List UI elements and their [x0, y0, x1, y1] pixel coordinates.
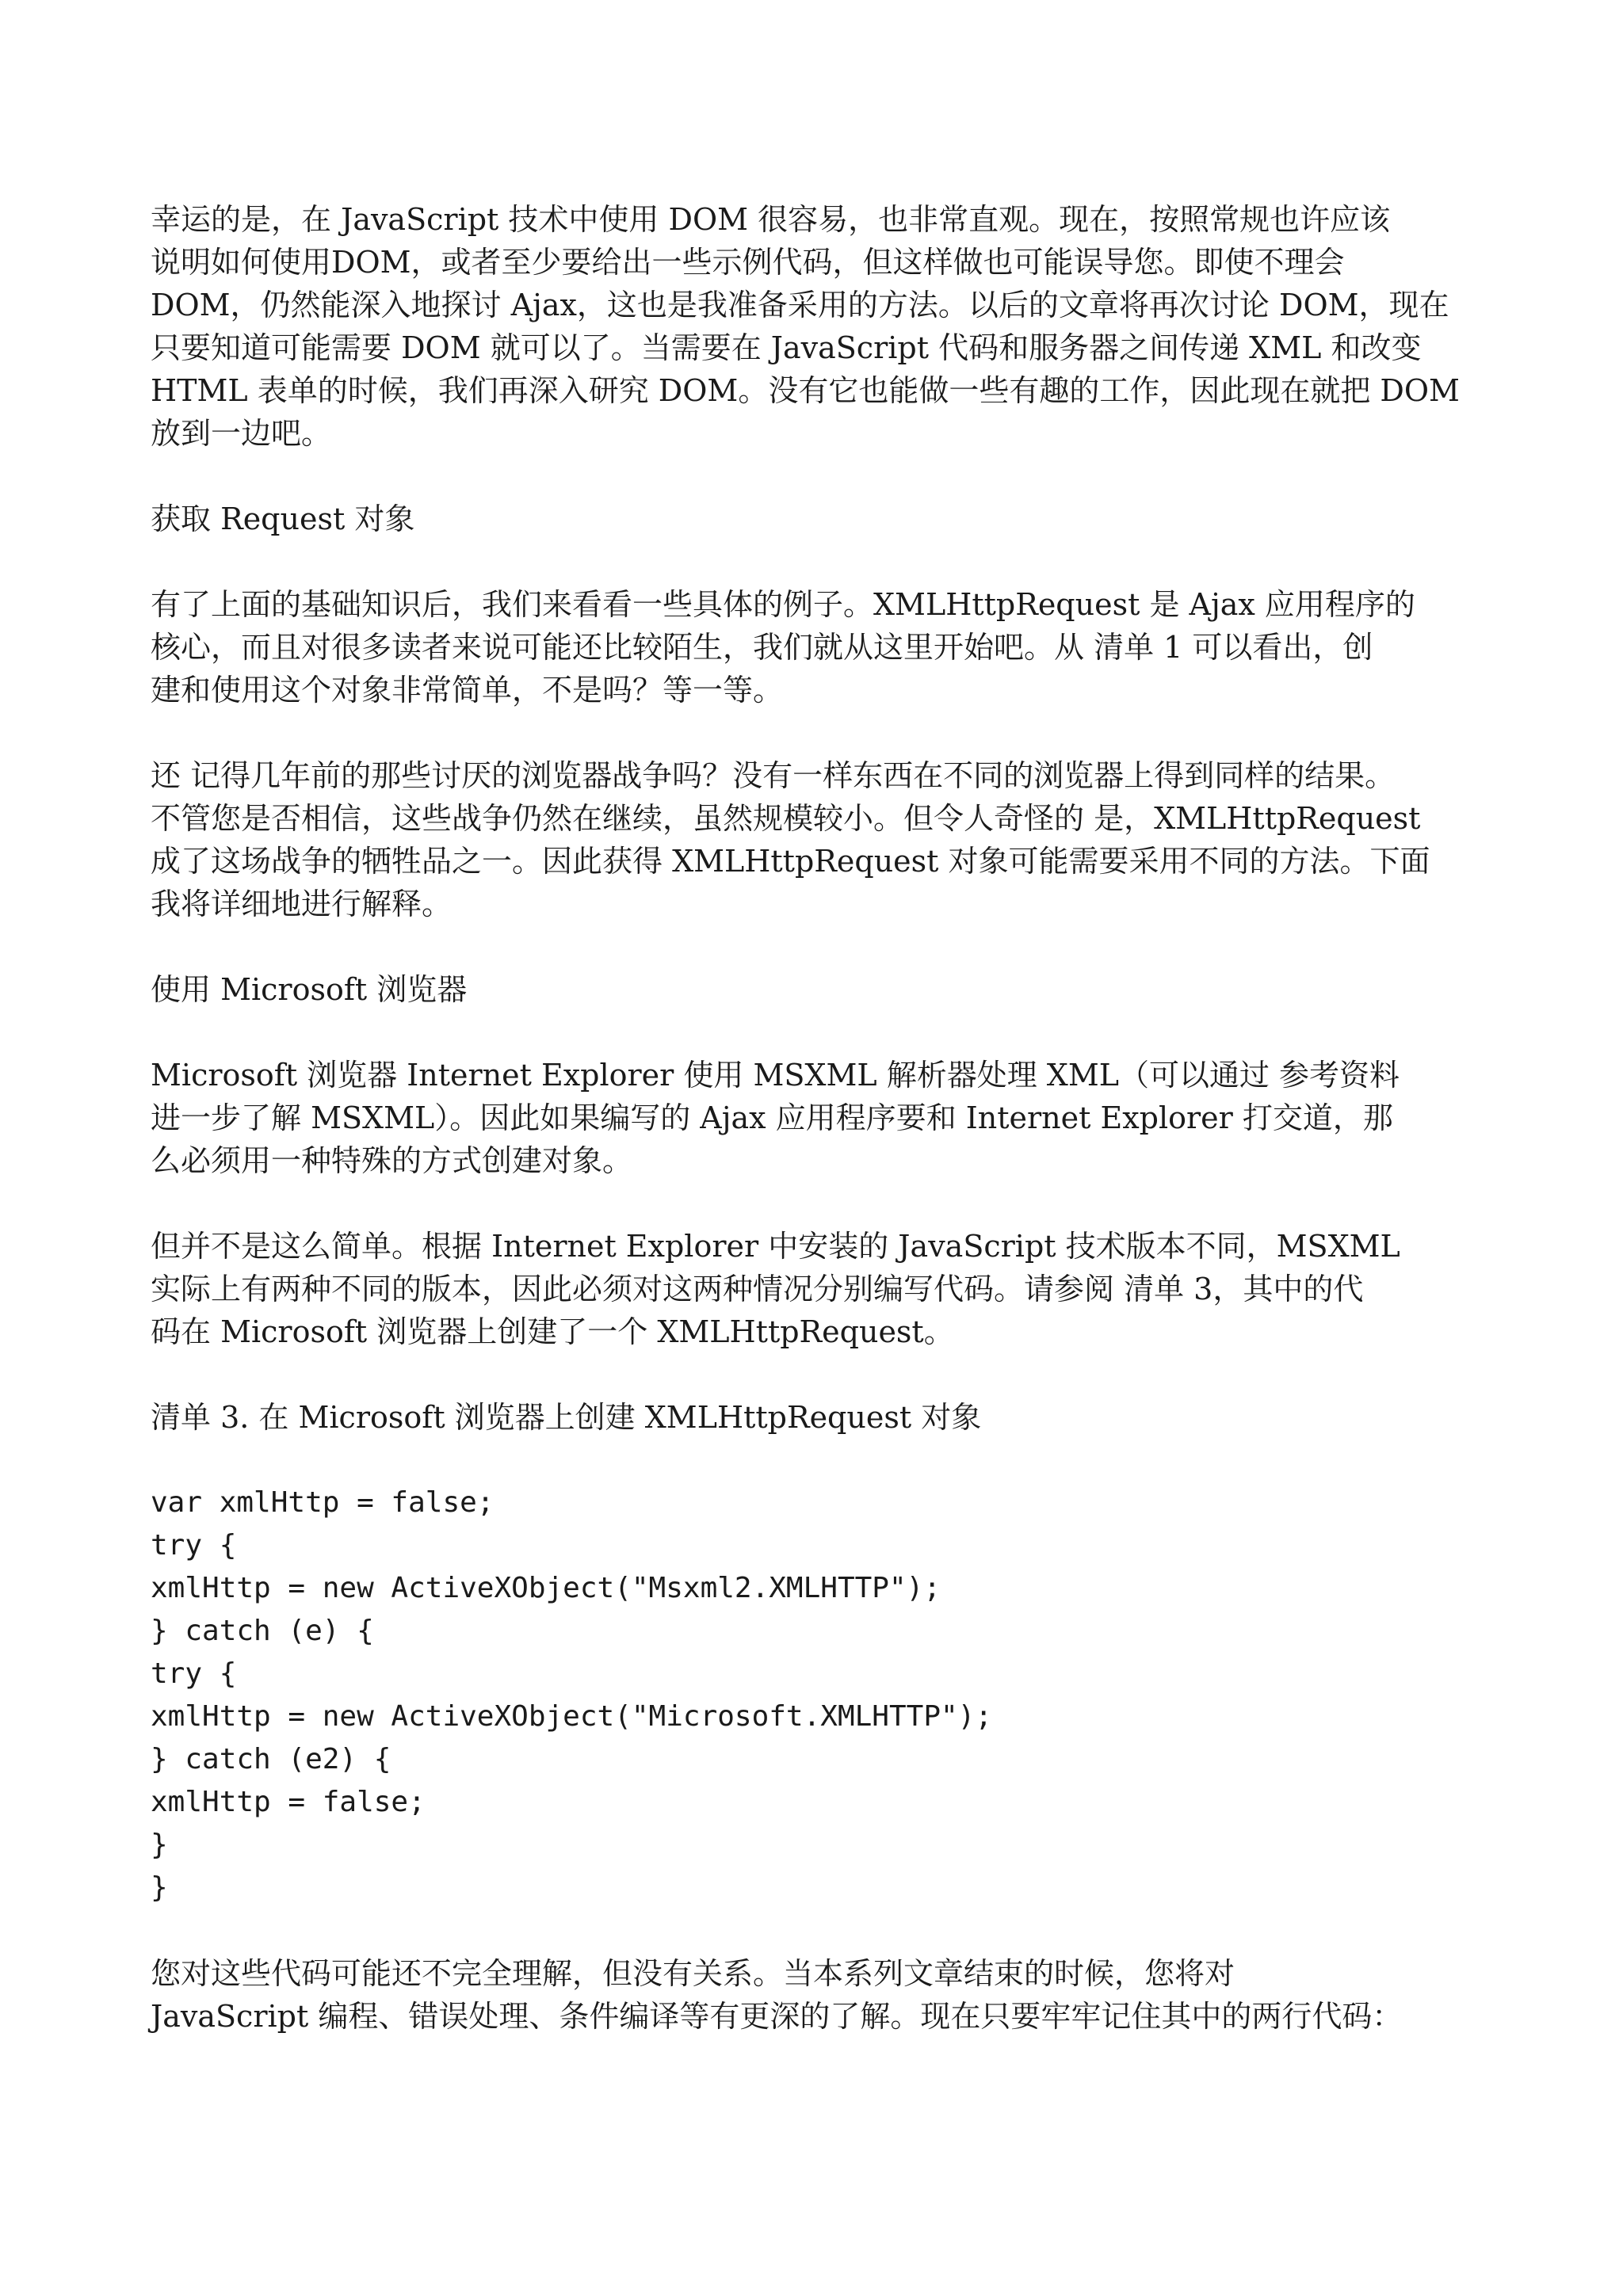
code-line: xmlHttp = new ActiveXObject("Msxml2.XMLHTTP");: [151, 1572, 941, 1604]
code-listing-3: [151, 1482, 1498, 1909]
text-line: Microsoft 浏览器 Internet Explorer 使用 MSXML 解析器处理 XML（可以通过 参考资料: [151, 1058, 1400, 1093]
text-line: 说明如何使用DOM，或者至少要给出一些示例代码，但这样做也可能误导您。即使不理会: [151, 245, 1345, 280]
paragraph-msxml-versions: [151, 1225, 1498, 1353]
document-page: [151, 198, 1498, 2081]
text-line: 您对这些代码可能还不完全理解，但没有关系。当本系列文章结束的时候，您将对: [151, 1956, 1235, 1991]
code-line: } catch (e) {: [151, 1615, 374, 1647]
code-line: }: [151, 1829, 168, 1861]
code-line: xmlHttp = false;: [151, 1786, 426, 1818]
text-line: 码在 Microsoft 浏览器上创建了一个 XMLHttpRequest。: [151, 1314, 954, 1349]
code-line: var xmlHttp = false;: [151, 1486, 495, 1519]
text-line: 成了这场战争的牺牲品之一。因此获得 XMLHttpRequest 对象可能需要采用不同的方法。下面: [151, 844, 1430, 879]
text-line: JavaScript 编程、错误处理、条件编译等有更深的了解。现在只要牢牢记住其中的两行代码：: [151, 1999, 1403, 2034]
paragraph-code-explanation: [151, 1952, 1498, 2038]
code-line: try {: [151, 1529, 237, 1562]
code-line: try {: [151, 1657, 237, 1690]
text-line: 么必须用一种特殊的方式创建对象。: [151, 1143, 633, 1178]
text-line: 建和使用这个对象非常简单，不是吗？等一等。: [151, 673, 784, 707]
code-line: }: [151, 1871, 168, 1904]
text-line: 但并不是这么简单。根据 Internet Explorer 中安装的 JavaScript 技术版本不同，MSXML: [151, 1229, 1400, 1264]
section-heading-microsoft-browser: 使用 Microsoft 浏览器: [151, 972, 468, 1007]
section-heading-get-request: 获取 Request 对象: [151, 502, 415, 536]
text-line: 核心，而且对很多读者来说可能还比较陌生，我们就从这里开始吧。从 清单 1 可以看出，创: [151, 630, 1373, 665]
code-line: xmlHttp = new ActiveXObject("Microsoft.XMLHTTP");: [151, 1700, 993, 1733]
text-line: 我将详细地进行解释。: [151, 887, 453, 921]
paragraph-dom-intro: [151, 198, 1498, 455]
text-line: 实际上有两种不同的版本，因此必须对这两种情况分别编写代码。请参阅 清单 3，其中的代: [151, 1272, 1364, 1306]
paragraph-browser-wars: [151, 754, 1498, 925]
text-line: 有了上面的基础知识后，我们来看看一些具体的例子。XMLHttpRequest 是 Ajax 应用程序的: [151, 587, 1415, 622]
text-line: 进一步了解 MSXML）。因此如果编写的 Ajax 应用程序要和 Internet Explorer 打交道，那: [151, 1100, 1393, 1135]
text-line: 只要知道可能需要 DOM 就可以了。当需要在 JavaScript 代码和服务器之间传递 XML 和改变: [151, 330, 1422, 365]
text-line: 放到一边吧。: [151, 416, 332, 451]
text-line: 幸运的是，在 JavaScript 技术中使用 DOM 很容易，也非常直观。现在，按照常规也许应该: [151, 202, 1391, 237]
listing-3-title: 清单 3. 在 Microsoft 浏览器上创建 XMLHttpRequest 对象: [151, 1400, 982, 1435]
text-line: HTML 表单的时候，我们再深入研究 DOM。没有它也能做一些有趣的工作，因此现在就把 DOM: [151, 373, 1460, 408]
paragraph-msxml-parser: [151, 1054, 1498, 1182]
paragraph-xmlhttprequest-core: [151, 583, 1498, 711]
text-line: DOM，仍然能深入地探讨 Ajax，这也是我准备采用的方法。以后的文章将再次讨论 DOM，现在: [151, 288, 1449, 322]
text-line: 还 记得几年前的那些讨厌的浏览器战争吗？没有一样东西在不同的浏览器上得到同样的结果。: [151, 758, 1396, 793]
code-line: } catch (e2) {: [151, 1743, 391, 1775]
text-line: 不管您是否相信，这些战争仍然在继续，虽然规模较小。但令人奇怪的 是，XMLHttpRequest: [151, 801, 1421, 836]
